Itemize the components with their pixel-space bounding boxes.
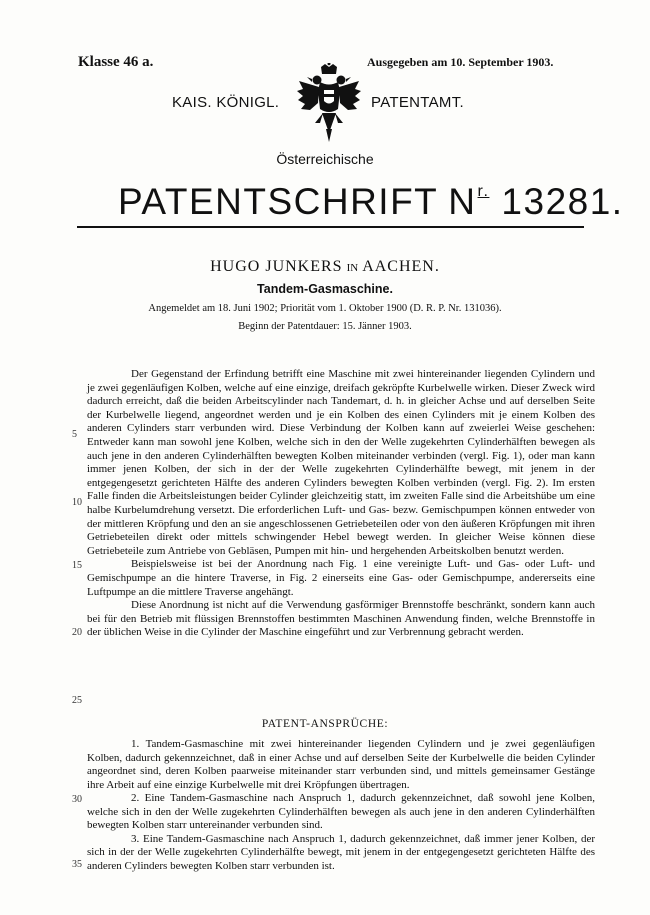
line-number: 30 bbox=[72, 794, 82, 805]
applicant-preposition: IN bbox=[346, 262, 359, 274]
line-number: 5 bbox=[72, 429, 77, 440]
country-label: Österreichische bbox=[276, 151, 374, 167]
line-number: 10 bbox=[72, 497, 82, 508]
title-rule bbox=[77, 226, 584, 228]
claim: 2. Eine Tandem-Gasmaschine nach Anspruch 1, dadurch gekennzeichnet, daß sowohl jene Kolben, welche sich in den der Welle zugekehrten Cylinderhälften bewegen als auch jene in den anderen Cylinderhälften bewegten Kolben starr untereinander verbunden sind. bbox=[87, 792, 595, 831]
line-number: 15 bbox=[72, 560, 82, 571]
paragraph: Beispielsweise ist bei der Anordnung nach Fig. 1 eine vereinigte Luft- und Gas- oder Luft- und Gemischpumpe an die hintere Traverse, in Fig. 2 einerseits eine Gas- oder Gemischpumpe, andererseits eine Luftpumpe an die mittlere Traverse angehängt. bbox=[87, 558, 595, 598]
applicant bbox=[0, 258, 650, 276]
claim: 3. Eine Tandem-Gasmaschine nach Anspruch 1, dadurch gekennzeichnet, daß immer jener Kolben, der sich in der der Welle zugekehrten Cylinderhälfte bewegt, mit jenem in der entgegengesetzt gerichteten Hälfte des anderen Cylinders bewegten Kolben starr verbunden ist. bbox=[87, 832, 595, 872]
paragraph: Der Gegenstand der Erfindung betrifft eine Maschine mit zwei hintereinander liegenden Cylindern und je zwei gegenläufigen Kolben, welche auf eine einzige, dreifach gekröpfte Kurbelwelle wirken. Dieser Zweck wird dadurch erreicht, daß die beiden Arbeitscylinder nach Tandemart, d. h. in gleicher Achse und auf derselben Seite der Kurbelwelle liegend, angeordnet werden und je ein Kolben des einen Cylinders mit je einem Kolben des anderen Cylinders starr verbunden wird. Diese Verbindung der Kolben kann auf zweierlei Weise geschehen: Entweder kann man sowohl jene Kolben, welche sich in den der Welle zugekehrten Cylinderhälften bewegen als auch jene in den anderen Cylinderhälften bewegten Kolben miteinander verbinden (vergl. Fig. 1), oder man kann immer jenen Kolben, der sich in der der Welle zugekehrten Cylinderhälfte bewegt, mit jenem in der entgegengesetzt gerichteten Hälfte des anderen Cylinders bewegten Kolben verbinden (vergl. Fig. 2). Im ersten Falle finden die Arbeitsleistungen beider Cylinder gleichzeitig statt, im zweiten Falle sind die Arbeitshübe um eine halbe Kurbelumdrehung versetzt. Die erforderlichen Luft- und Gas- bezw. Gemischpumpen können entweder von der mittleren Kröpfung und den an sie angeschlossenen Getriebeteilen oder von den äußeren Kröpfungen mit ihren Getriebeteilen direkt oder mittels schwingender Hebel bewegt werden. In gleicher Weise können diese Getriebeteile zum Antriebe von Gebläsen, Pumpen mit hin- und hergehenden Arbeitskolben benutzt werden. bbox=[87, 368, 595, 557]
office-left-label: KAIS. KÖNIGL. bbox=[172, 94, 280, 111]
claims-list bbox=[87, 738, 595, 873]
paragraph: Diese Anordnung ist nicht auf die Verwendung gasförmiger Brennstoffe beschränkt, sondern kann auch bei für den Betrieb mit flüssigen Brennstoffen bestimmten Maschinen Anwendung finden, welche Brennstoffe in der üblichen Weise in die Cylinder der Maschine eingeführt und zur Verbrennung gebracht werden. bbox=[87, 599, 595, 639]
claim: 1. Tandem-Gasmaschine mit zwei hintereinander liegenden Cylindern und je zwei gegenläufigen Kolben, dadurch gekennzeichnet, daß in einer Achse und auf derselben Seite der Kurbelwelle die beiden Cylinder angeordnet sind, deren Kolben paarweise miteinander starr verbunden sind, und mittels gemeinsamer Gestänge ihre Arbeit auf eine einzige Kurbelwelle mit drei Kröpfungen übertragen. bbox=[87, 738, 595, 791]
document-type: PATENTSCHRIFT bbox=[118, 181, 439, 222]
description-body bbox=[87, 368, 595, 640]
line-number: 25 bbox=[72, 695, 82, 706]
office-right-label: PATENTAMT. bbox=[371, 94, 464, 111]
filing-info: Angemeldet am 18. Juni 1902; Priorität vom 1. Oktober 1900 (D. R. P. Nr. 131036). bbox=[148, 303, 502, 314]
patent-number: 13281. bbox=[501, 181, 624, 222]
applicant-name: HUGO JUNKERS bbox=[210, 258, 343, 275]
double-headed-eagle-emblem bbox=[296, 63, 362, 143]
patent-term-start: Beginn der Patentdauer: 15. Jänner 1903. bbox=[238, 321, 412, 332]
line-number: 20 bbox=[72, 627, 82, 638]
issue-date: Ausgegeben am 10. September 1903. bbox=[367, 55, 554, 69]
line-number: 35 bbox=[72, 859, 82, 870]
invention-title: Tandem-Gasmaschine. bbox=[257, 282, 393, 296]
class-label: Klasse 46 a. bbox=[78, 54, 154, 70]
claims-heading: PATENT-ANSPRÜCHE: bbox=[261, 718, 389, 730]
document-title bbox=[118, 170, 624, 224]
applicant-city: AACHEN. bbox=[362, 258, 440, 275]
number-label: $N^{r.}$ bbox=[448, 181, 490, 222]
